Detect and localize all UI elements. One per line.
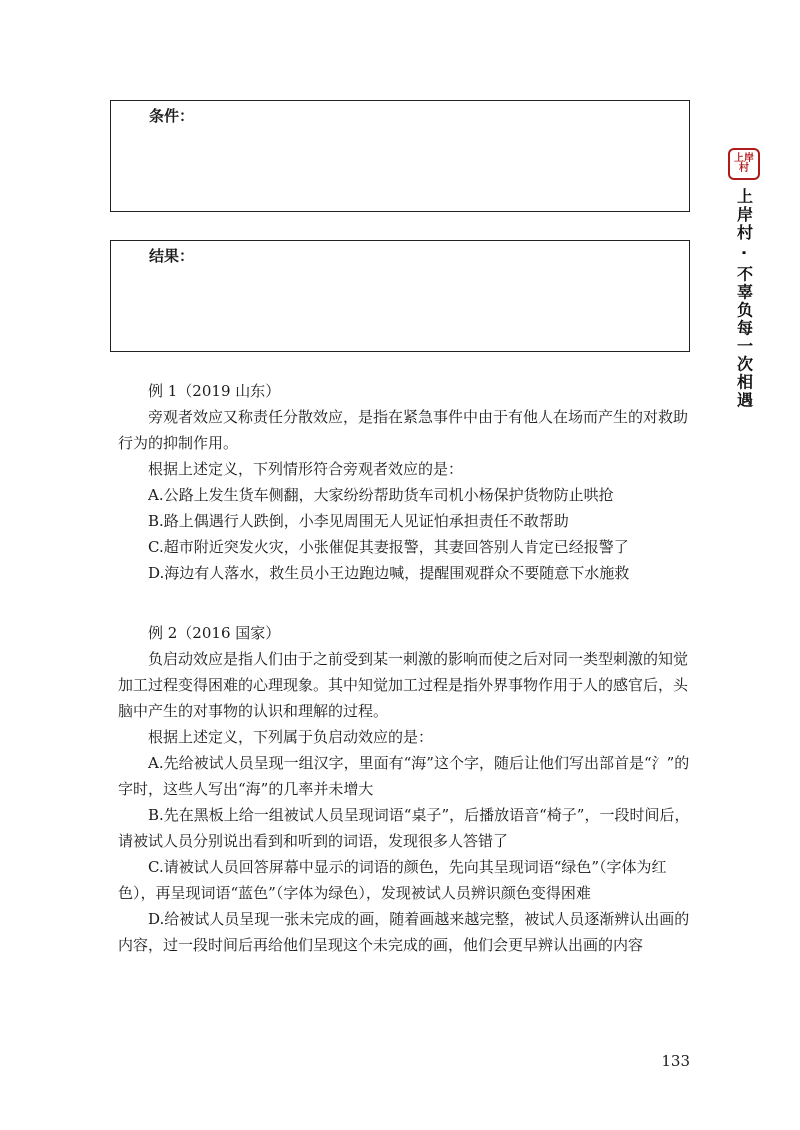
example-2-question: 根据上述定义，下列属于负启动效应的是： [148,728,434,746]
page-number: 133 [661,1052,690,1070]
side-slogan: 上岸村 · 不辜负每一次相遇 [734,188,754,410]
example-2-definition: 负启动效应是指人们由于之前受到某一刺激的影响而使之后对同一类型刺激的知觉加工过程变得困难的心理现象。其中知觉加工过程是指外界事物作用于人的感官后，头脑中产生的对事物的认识和理解的过程。 [118,650,689,720]
seal-logo [728,148,760,180]
example-2-option-a: A.先给被试人员呈现一组汉字，里面有“海”这个字，随后让他们写出部首是“氵”的字时，这些人写出“海”的几率并未增大 [118,754,690,798]
example-1-title: 例 1（2019 山东） [148,382,281,400]
example-2-option-c: C.请被试人员回答屏幕中显示的词语的颜色，先向其呈现词语“绿色”（字体为红色），再呈现词语“蓝色”（字体为绿色），发现被试人员辨识颜色变得困难 [118,858,667,902]
example-1-option-b: B.路上偶遇行人跌倒，小李见周围无人见证怕承担责任不敢帮助 [148,512,569,530]
example-1-option-d: D.海边有人落水，救生员小王边跑边喊，提醒围观群众不要随意下水施救 [148,564,630,582]
example-2 [118,620,690,958]
example-1-option-a: A.公路上发生货车侧翻，大家纷纷帮助货车司机小杨保护货物防止哄抢 [148,486,614,504]
results-box [110,240,690,352]
example-1-question: 根据上述定义，下列情形符合旁观者效应的是： [148,460,464,478]
seal-text: 上岸村 [734,153,754,174]
example-1-definition: 旁观者效应又称责任分散效应，是指在紧急事件中由于有他人在场而产生的对救助行为的抑制作用。 [118,408,689,452]
conditions-box [110,100,690,212]
conditions-label: 条件： [149,107,195,125]
example-2-title: 例 2（2016 国家） [148,624,281,642]
example-2-option-b: B.先在黑板上给一组被试人员呈现词语“桌子”，后播放语音“椅子”，一段时间后，请被试人员分别说出看到和听到的词语，发现很多人答错了 [118,806,690,850]
example-1-option-c: C.超市附近突发火灾，小张催促其妻报警，其妻回答别人肯定已经报警了 [148,538,629,556]
results-label: 结果： [149,247,195,265]
example-1 [118,378,690,586]
side-branding [726,148,762,409]
example-2-option-d: D.给被试人员呈现一张未完成的画，随着画越来越完整，被试人员逐渐辨认出画的内容，过一段时间后再给他们呈现这个未完成的画，他们会更早辨认出画的内容 [118,910,690,954]
